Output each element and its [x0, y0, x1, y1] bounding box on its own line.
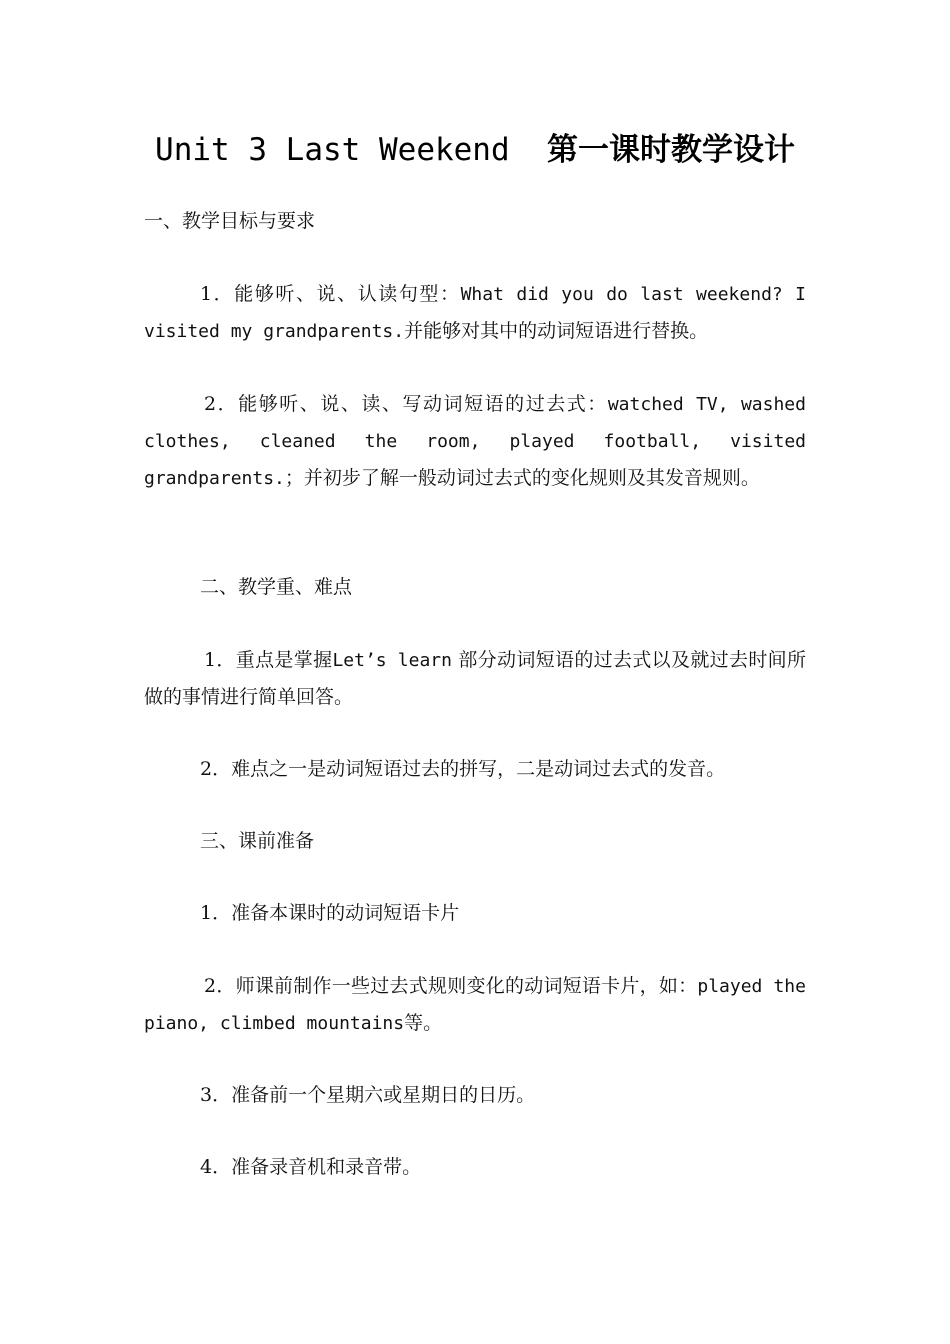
document-title [0, 128, 950, 172]
section-heading-key-points: 二、教学重、难点 [200, 576, 353, 598]
item-number: 1． [200, 902, 232, 924]
item-english-text: What did you do last weekend? I visited my grandparents. [144, 284, 806, 342]
objective-item-2 [144, 386, 806, 497]
preparation-item-3 [144, 1077, 806, 1114]
title-english: Unit 3 Last Weekend [155, 132, 510, 168]
item-english-text: played the piano, climbed mountains [144, 976, 806, 1034]
item-text: ；并初步了解一般动词过去式的变化规则及其发音规则。 [284, 467, 760, 489]
item-text: 难点之一是动词短语过去的拼写，二是动词过去式的发音。 [231, 758, 726, 780]
item-text: 师课前制作一些过去式规则变化的动词短语卡片，如： [235, 975, 698, 997]
title-chinese: 第一课时教学设计 [546, 132, 795, 168]
preparation-item-1 [144, 895, 806, 932]
key-point-item-2 [144, 751, 806, 788]
item-text: 准备本课时的动词短语卡片 [231, 902, 460, 924]
preparation-item-4 [144, 1149, 806, 1186]
item-number: 1． [204, 649, 236, 671]
item-text: 能够听、说、认读句型： [234, 283, 461, 305]
item-text: 能够听、说、读、写动词短语的过去式： [238, 393, 608, 415]
section-heading-objectives: 一、教学目标与要求 [144, 210, 316, 232]
objective-item-1 [144, 276, 806, 350]
item-text: 部分动词短语的过去式以及就过去时间所做的事情进行简单回答。 [144, 649, 806, 708]
item-number: 3． [200, 1084, 232, 1106]
item-text: 重点是掌握 [235, 649, 333, 671]
item-number: 2． [200, 758, 232, 780]
item-number: 2． [204, 975, 236, 997]
item-text: 并能够对其中的动词短语进行替换。 [404, 320, 709, 342]
item-number: 2． [204, 393, 239, 415]
item-english-text: Let’s learn [332, 650, 452, 671]
item-text: 准备录音机和录音带。 [231, 1156, 422, 1178]
preparation-item-2 [144, 968, 806, 1042]
key-point-item-1 [144, 642, 806, 716]
item-text: 准备前一个星期六或星期日的日历。 [231, 1084, 536, 1106]
section-heading-preparation: 三、课前准备 [200, 830, 315, 852]
item-number: 1． [200, 283, 235, 305]
item-text: 等。 [404, 1012, 443, 1034]
item-english-text: watched TV, washed clothes, cleaned the room, played football, visited grandparents. [144, 394, 806, 489]
item-number: 4． [200, 1156, 232, 1178]
